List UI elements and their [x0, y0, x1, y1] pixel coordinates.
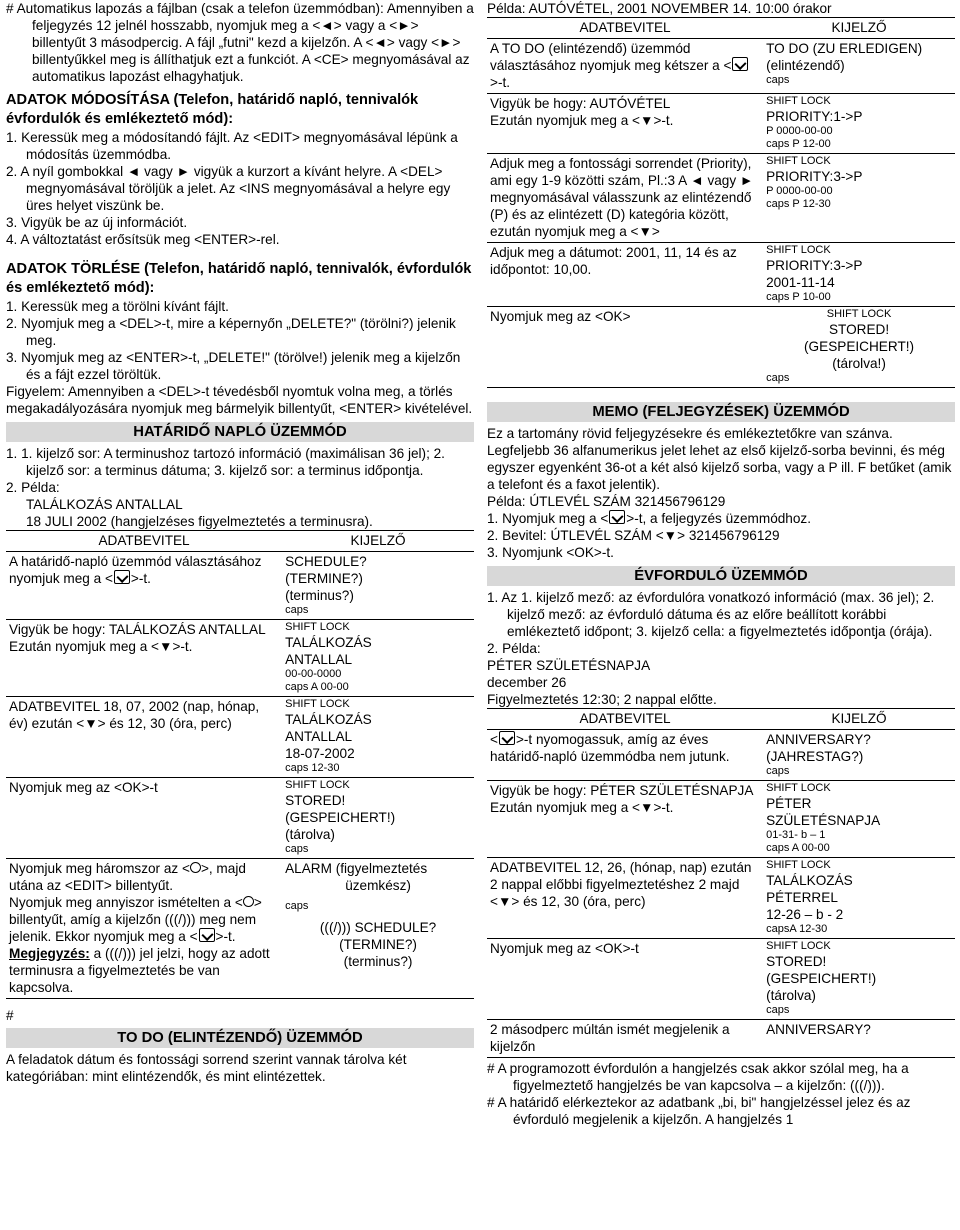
- notebook-key-icon: [499, 731, 515, 745]
- row-text: Nyomjuk meg az <OK>-t: [9, 780, 158, 795]
- display-line: 2001-11-14: [766, 275, 835, 290]
- memo-step-text: 1. Nyomjuk meg a <: [487, 511, 609, 526]
- display-subline: caps P 10-00: [766, 291, 831, 303]
- table-row: [6, 620, 474, 697]
- table-row: [6, 552, 474, 620]
- display-line: PRIORITY:3->P: [766, 169, 863, 184]
- display-line: (GESPEICHERT!): [804, 339, 915, 354]
- anniversary-table: [487, 708, 955, 1058]
- row-text: ADATBEVITEL 12, 26, (hónap, nap) ezután 2 nappal előbbi figyelmeztetéshez 2 majd <▼> és 12, 30 (óra, perc): [490, 860, 752, 909]
- row-text: >, majd utána az <EDIT> billentyűt.: [9, 861, 246, 893]
- display-line: TALÁLKOZÁS: [285, 712, 372, 727]
- display-line: (TERMINE?): [285, 571, 363, 586]
- modify-step-2: 2. A nyíl gombokkal ◄ vagy ► vigyük a kurzort a kívánt helyre. A <DEL> megnyomásával töröljük a jelet. Az <INS megnyomásával a helyre egy üres helyet viszünk be.: [6, 164, 451, 213]
- row-text: > billentyűt, amíg a kijelzőn (((/))) meg nem jelenik. Ekkor nyomjuk meg a <: [9, 895, 262, 944]
- display-line: 18-07-2002: [285, 746, 355, 761]
- display-line: (terminus?): [343, 954, 413, 969]
- display-subline: caps P 12-30: [766, 198, 831, 210]
- shift-lock-indicator: SHIFT LOCK: [826, 308, 892, 320]
- table-row: [487, 1020, 955, 1058]
- row-text: Vigyük be hogy: PÉTER SZÜLETÉSNAPJA: [490, 783, 754, 798]
- display-subline: caps P 12-00: [766, 138, 831, 150]
- notebook-key-icon: [609, 510, 625, 524]
- display-line: PÉTER: [766, 796, 812, 811]
- shift-lock-indicator: SHIFT LOCK: [285, 621, 350, 633]
- row-text: Ezután nyomjuk meg a <▼>-t.: [9, 639, 193, 654]
- anniversary-example-1: PÉTER SZÜLETÉSNAPJA: [487, 658, 651, 673]
- notebook-key-icon: [732, 57, 748, 71]
- display-subline: caps A 00-00: [766, 842, 830, 854]
- shift-lock-indicator: SHIFT LOCK: [766, 244, 831, 256]
- display-line: SZÜLETÉSNAPJA: [766, 813, 881, 828]
- delete-step-1: 1. Keressük meg a törölni kívánt fájlt.: [6, 299, 229, 314]
- caps-indicator: caps: [766, 765, 790, 777]
- delete-title: ADATOK TÖRLÉSE (Telefon, határidő napló, tennivalók, évfordulók és emlékeztető mód):: [6, 261, 472, 296]
- row-text: A határidő-napló üzemmód választásához nyomjuk meg a <: [9, 554, 262, 586]
- display-line: PRIORITY:3->P: [766, 258, 863, 273]
- caps-indicator: caps: [285, 604, 309, 616]
- display-subline: capsA 12-30: [766, 923, 828, 935]
- table-row: [487, 730, 955, 781]
- memo-text: Ez a tartomány rövid feljegyzésekre és emlékeztetőkre van szánva. Legfeljebb 36 alfanumerikus jelet lehet az első kijelző-sorba bevinni, és még egyszer egyenként 36-ot a két alsó kijelző sorba, vagy a P ill. F betűket (amik a telefont és a faxot jelentik).: [487, 426, 952, 492]
- shift-lock-indicator: SHIFT LOCK: [766, 940, 831, 952]
- display-line: (tárolva): [766, 988, 816, 1003]
- row-text: Ezután nyomjuk meg a <▼>-t.: [490, 800, 674, 815]
- diary-step-1: 1. 1. kijelző sor: A terminushoz tartozó információ (maximálisan 36 jel); 2. kijelző sor: a terminus dátuma; 3. kijelző sor: a terminus időpontja.: [6, 446, 445, 478]
- clock-key-icon: [190, 862, 201, 873]
- anniversary-note-2: # A határidő elérkeztekor az adatbank „bi, bi" hangjelzéssel jelez és az évforduló megjelenik a kijelzőn. A hangjelzés 1: [487, 1095, 911, 1127]
- display-subline: 00-00-0000: [285, 668, 342, 680]
- row-text: Nyomjuk meg annyiszor ismételten a <: [9, 895, 243, 910]
- display-line: (JAHRESTAG?): [766, 749, 864, 764]
- row-text: [9, 860, 279, 894]
- diary-table: [6, 530, 474, 999]
- display-subline: P 0000-00-00: [766, 185, 833, 197]
- row-text: Vigyük be hogy: TALÁLKOZÁS ANTALLAL: [9, 622, 266, 637]
- display-subline: P 0000-00-00: [766, 125, 833, 137]
- modify-title: ADATOK MÓDOSÍTÁSA (Telefon, határidő napló, tennivalók évfordulók és emlékeztető mód):: [6, 92, 419, 127]
- display-line: (GESPEICHERT!): [285, 810, 396, 825]
- row-text: >-t.: [490, 75, 511, 90]
- display-line: ANNIVERSARY?: [766, 732, 871, 747]
- anniversary-header-display: KIJELZŐ: [763, 709, 955, 730]
- delete-step-2: 2. Nyomjuk meg a <DEL>-t, mire a képernyőn „DELETE?" (törölni?) jelenik meg.: [6, 316, 456, 348]
- table-row: [487, 243, 955, 307]
- display-line: (GESPEICHERT!): [766, 971, 877, 986]
- row-text: ADATBEVITEL 18, 07, 2002 (nap, hónap, év) ezután <▼> és 12, 30 (óra, perc): [9, 699, 260, 731]
- note-text: a (((/))) jel jelzi, hogy az adott terminusra a figyelmeztetés be van kapcsolva.: [9, 946, 270, 995]
- diary-header-input: ADATBEVITEL: [6, 531, 282, 552]
- caps-indicator: caps: [766, 1004, 790, 1016]
- note: [9, 945, 279, 996]
- display-line: PÉTERREL: [766, 890, 838, 905]
- display-subline: 01-31- b – 1: [766, 829, 826, 841]
- memo-step-1: [487, 510, 955, 527]
- alarm-key-icon: [243, 896, 254, 907]
- shift-lock-indicator: SHIFT LOCK: [766, 155, 831, 167]
- shift-lock-indicator: SHIFT LOCK: [766, 859, 831, 871]
- table-row: [6, 778, 474, 859]
- anniversary-header-input: ADATBEVITEL: [487, 709, 763, 730]
- left-column: [6, 0, 474, 1085]
- shift-lock-indicator: SHIFT LOCK: [285, 698, 350, 710]
- caps-indicator: caps: [766, 74, 790, 86]
- shift-lock-indicator: SHIFT LOCK: [766, 782, 831, 794]
- display-line: PRIORITY:1->P: [766, 109, 863, 124]
- anniversary-section-title: ÉVFORDULÓ ÜZEMMÓD: [487, 566, 955, 586]
- display-line: ALARM (figyelmeztetés: [285, 861, 428, 876]
- hash-mark: #: [6, 1008, 14, 1023]
- row-text: Nyomjuk meg háromszor az <: [9, 861, 190, 876]
- shift-lock-indicator: SHIFT LOCK: [766, 95, 831, 107]
- row-text: Ezután nyomjuk meg a <▼>-t.: [490, 113, 674, 128]
- memo-step-3: 3. Nyomjunk <OK>-t.: [487, 545, 614, 560]
- anniversary-example-3: Figyelmeztetés 12:30; 2 nappal előtte.: [487, 692, 717, 707]
- table-row: [487, 94, 955, 154]
- row-text: 2 másodperc múltán ismét megjelenik a kijelzőn: [490, 1022, 730, 1054]
- table-row: [487, 39, 955, 94]
- anniversary-step-2: 2. Példa:: [487, 641, 541, 656]
- anniversary-step-1: 1. Az 1. kijelző mező: az évfordulóra vonatkozó információ (max. 36 jel); 2. kijelző mező: az évforduló dátuma és az előre beállított korábbi emlékeztető időpont; 3. kijelző cella: a figyelmeztetés időpontja (órája).: [487, 590, 935, 639]
- row-text: >-t.: [215, 929, 236, 944]
- shift-lock-indicator: SHIFT LOCK: [285, 779, 350, 791]
- anniversary-example-2: december 26: [487, 675, 567, 690]
- delete-step-3: 3. Nyomjuk meg az <ENTER>-t, „DELETE!" (törölve!) jelenik meg a kijelzőn és a fájt ezzel töröltük.: [6, 350, 461, 382]
- row-text: A TO DO (elintézendő) üzemmód választásához nyomjuk meg kétszer a <: [490, 41, 732, 73]
- memo-example: Példa: ÚTLEVÉL SZÁM 321456796129: [487, 494, 726, 509]
- display-line: ANTALLAL: [285, 729, 353, 744]
- display-line: (tárolva!): [832, 356, 886, 371]
- row-text: Vigyük be hogy: AUTÓVÉTEL: [490, 96, 671, 111]
- table-row: [487, 781, 955, 858]
- todo-header-input: ADATBEVITEL: [487, 18, 763, 39]
- diary-example-2: 18 JULI 2002 (hangjelzéses figyelmeztetés a terminusra).: [26, 514, 373, 529]
- display-line: STORED!: [285, 793, 346, 808]
- row-text: >-t.: [130, 571, 151, 586]
- caps-indicator: caps: [285, 843, 309, 855]
- diary-header-display: KIJELZŐ: [282, 531, 474, 552]
- display-line: SCHEDULE?: [285, 554, 367, 569]
- display-line: STORED!: [828, 322, 890, 337]
- caps-indicator: caps: [766, 372, 790, 384]
- display-line: (((/))) SCHEDULE?: [319, 920, 437, 935]
- notebook-key-icon: [114, 570, 130, 584]
- todo-example: Példa: AUTÓVÉTEL, 2001 NOVEMBER 14. 10:00 órakor: [487, 1, 832, 16]
- todo-table: [487, 17, 955, 388]
- modify-step-3: 3. Vigyük be az új információt.: [6, 215, 188, 230]
- display-line: ANTALLAL: [285, 652, 353, 667]
- diary-step-2: 2. Példa:: [6, 480, 60, 495]
- todo-header-display: KIJELZŐ: [763, 18, 955, 39]
- notebook-key-icon: [199, 928, 215, 942]
- todo-intro: A feladatok dátum és fontossági sorrend szerint vannak tárolva két kategóriában: mint elintézendők, és mint elintézettek.: [6, 1052, 407, 1084]
- memo-step-text: >-t, a feljegyzés üzemmódhoz.: [626, 511, 812, 526]
- diary-section-title: HATÁRIDŐ NAPLÓ ÜZEMMÓD: [6, 422, 474, 442]
- table-row: [6, 859, 474, 999]
- modify-step-4: 4. A változtatást erősítsük meg <ENTER>-rel.: [6, 232, 280, 247]
- memo-step-2: 2. Bevitel: ÚTLEVÉL SZÁM <▼> 321456796129: [487, 528, 780, 543]
- display-line: STORED!: [766, 954, 827, 969]
- row-text: Nyomjuk meg az <OK>: [490, 309, 631, 324]
- anniversary-note-1: # A programozott évfordulón a hangjelzés csak akkor szólal meg, ha a figyelmeztető hangjelzés be van kapcsolva – a kijelzőn: (((/))).: [487, 1061, 909, 1093]
- row-text: Nyomjuk meg az <OK>-t: [490, 941, 639, 956]
- display-line: 12-26 – b - 2: [766, 907, 844, 922]
- row-text: Adjuk meg a fontossági sorrendet (Priority), ami egy 1-9 közötti szám, Pl.:3 A ◄ vagy ► megnyomásával válasszunk az elintézendő (P) és az elintézett (D) kategória között, ezután nyomjuk meg a <▼>: [490, 156, 754, 239]
- memo-section-title: MEMO (FELJEGYZÉSEK) ÜZEMMÓD: [487, 402, 955, 422]
- modify-step-1: 1. Keressük meg a módosítandó fájlt. Az <EDIT> megnyomásával lépünk a módosítás üzemmódba.: [6, 130, 458, 162]
- diary-example-1: TALÁLKOZÁS ANTALLAL: [26, 497, 183, 512]
- delete-warning: Figyelem: Amennyiben a <DEL>-t tévedésből nyomtuk volna meg, a törlés megakadályozására nyomjuk meg bármelyik billentyűt, <ENTER> kivételével.: [6, 384, 473, 416]
- table-row: [487, 307, 955, 388]
- display-line: üzemkész): [345, 878, 411, 893]
- row-text: >-t nyomogassuk, amíg az éves határidő-napló üzemmódba nem jutunk.: [490, 732, 730, 764]
- table-row: [6, 697, 474, 778]
- note-label: Megjegyzés:: [9, 946, 90, 961]
- display-line: (TERMINE?): [339, 937, 417, 952]
- todo-section-title: TO DO (ELINTÉZENDŐ) ÜZEMMÓD: [6, 1028, 474, 1048]
- display-line: (tárolva): [285, 827, 335, 842]
- row-text: <: [490, 732, 498, 747]
- display-line: (terminus?): [285, 588, 354, 603]
- table-row: [487, 154, 955, 243]
- auto-scroll-paragraph: # Automatikus lapozás a fájlban (csak a telefon üzemmódban): Amennyiben a feljegyzés 12 jelnél hosszabb, nyomjuk meg a <◄> vagy a <►> billentyűt 3 másodpercig. A fájl „futni" kezd a kijelzőn. A <◄> vagy <►> billentyűkkel meg is állíthatjuk ezt a funkciót. A <CE> megnyomásával az automatikus lapozást elhagyhatjuk.: [6, 1, 474, 84]
- caps-indicator: caps: [285, 900, 309, 912]
- display-subline: caps A 00-00: [285, 681, 349, 693]
- right-column: [487, 0, 955, 1128]
- table-row: [487, 939, 955, 1020]
- display-line: TALÁLKOZÁS: [766, 873, 853, 888]
- row-text: [9, 894, 279, 945]
- display-line: ANNIVERSARY?: [766, 1022, 871, 1037]
- display-line: TO DO (ZU ERLEDIGEN): [766, 41, 923, 56]
- row-text: Adjuk meg a dátumot: 2001, 11, 14 és az időpontot: 10,00.: [490, 245, 737, 277]
- display-line: (elintézendő): [766, 58, 845, 73]
- display-subline: caps 12-30: [285, 762, 340, 774]
- table-row: [487, 858, 955, 939]
- display-line: TALÁLKOZÁS: [285, 635, 372, 650]
